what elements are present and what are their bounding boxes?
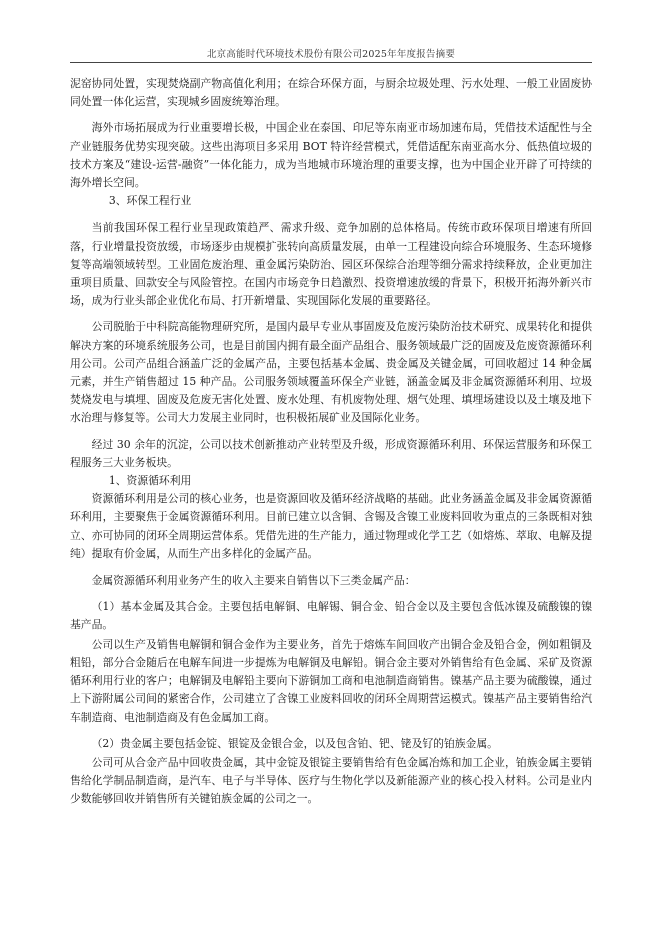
paragraph-business-segments: 经过 30 余年的沉淀，公司以技术创新推动产业转型及升级，形成资源循环利用、环保运营服务和环保工程服务三大业务板块。 [70, 437, 592, 469]
paragraph-resource-recycling-core: 资源循环利用是公司的核心业务，也是资源回收及循环经济战略的基础。此业务涵盖金属及非金属资源循环利用，主要聚焦于金属资源循环利用。目前已建立以含铜、含锡及含镍工业废料回收为重点的三条既相对独立、亦可协同的闭环全周期运营体系。凭借先进的生产能力，通过物理或化学工艺（如熔炼、萃取、电解及提纯）提取有价金属，从而生产出多样化的金属产品。 [70, 492, 592, 560]
paragraph-waste-incineration-continuation: 泥窑协同处置，实现焚烧副产物高值化利用；在综合环保方面，与厨余垃圾处理、污水处理、一般工业固废协同处置一体化运营，实现城乡固废统筹治理。 [70, 77, 592, 109]
paragraph-metal-revenue-intro: 金属资源循环利用业务产生的收入主要来自销售以下三类金属产品： [91, 574, 416, 588]
paragraph-precious-metals: （2）贵金属主要包括金锭、银锭及金银合金，以及包含铂、钯、铑及钌的铂族金属。 [91, 736, 498, 750]
document-body [70, 75, 592, 809]
paragraph-precious-metals-recovery: 公司可从合金产品中回收贵金属，其中金锭及银锭主要销售给有色金属冶炼和加工企业，铂族金属主要销售给化学制品制造商，是汽车、电子与半导体、医疗与生物化学以及新能源产业的核心投入材料。公司是业内少数能够回收并销售所有关键铂族金属的公司之一。 [70, 755, 592, 806]
page-header: 北京高能时代环境技术股份有限公司2025年年度报告摘要 [206, 49, 456, 60]
paragraph-env-engineering-industry: 当前我国环保工程行业呈现政策趋严、需求升级、竞争加剧的总体格局。传统市政环保项目增速有所回落，行业增量投资放缓，市场逐步由规模扩张转向高质量发展，由单一工程建设向综合环境服务、生态环境修复等高端领域转型。工业固危废治理、重金属污染防治、园区环保综合治理等细分需求持续释放，企业更加注重项目质量、回款安全与风险管控。在国内市场竞争日趋激烈、投资增速放缓的背景下，积极开拓海外新兴市场，成为行业头部企业优化布局、打开新增量、实现国际化发展的重要路径。 [70, 221, 592, 308]
header-divider [70, 62, 592, 63]
paragraph-base-metals: （1）基本金属及其合金。主要包括电解铜、电解锡、铜合金、铅合金以及主要包含低冰镍及硫酸镍的镍基产品。 [70, 600, 592, 632]
section-heading-env-engineering: 3、环保工程行业 [108, 194, 192, 208]
paragraph-company-profile: 公司脱胎于中科院高能物理研究所，是国内最早专业从事固废及危废污染防治技术研究、成果转化和提供解决方案的环境系统服务公司，也是目前国内拥有最全面产品组合、服务领域最广泛的固废及危废资源循环利用公司。公司产品组合涵盖广泛的金属产品，主要包括基本金属、贵金属及关键金属，可回收超过 14 种金属元素，并生产销售超过 15 种产品。公司服务领域覆盖环保全产业链，涵盖金属及非金属资源循环利用、垃圾焚烧发电与填埋、固废及危废无害化处置、废水处理、有机废物处理、烟气处理、填埋场建设以及土壤及地下水治理与修复等。公司大力发展主业同时，也积极拓展矿业及国际化业务。 [70, 320, 592, 425]
section-heading-resource-recycling: 1、资源循环利用 [108, 474, 192, 488]
paragraph-overseas-market: 海外市场拓展成为行业重要增长极，中国企业在泰国、印尼等东南亚市场加速布局，凭借技术适配性与全产业链服务优势实现突破。这些出海项目多采用 BOT 特许经营模式，凭借适配东南亚高水分、低热值垃圾的技术方案及“建设-运营-融资”一体化能力，成为当地城市环境治理的重要支撑，也为中国企业开辟了可持续的海外增长空间。 [70, 121, 592, 190]
paragraph-copper-nickel-products: 公司以生产及销售电解铜和铜合金作为主要业务，首先于熔炼车间回收产出铜合金及铅合金，例如粗铜及粗铅，部分合金随后在电解车间进一步提炼为电解铜及电解铅。铜合金主要对外销售给有色金属、采矿及资源循环利用行业的客户；电解铜及电解铅主要向下游铜加工商和电池制造商销售。镍基产品主要为硫酸镍，通过上下游附属公司间的紧密合作，公司建立了含镍工业废料回收的闭环全周期营运模式。镍基产品主要销售给汽车制造商、电池制造商及有色金属加工商。 [70, 637, 592, 724]
